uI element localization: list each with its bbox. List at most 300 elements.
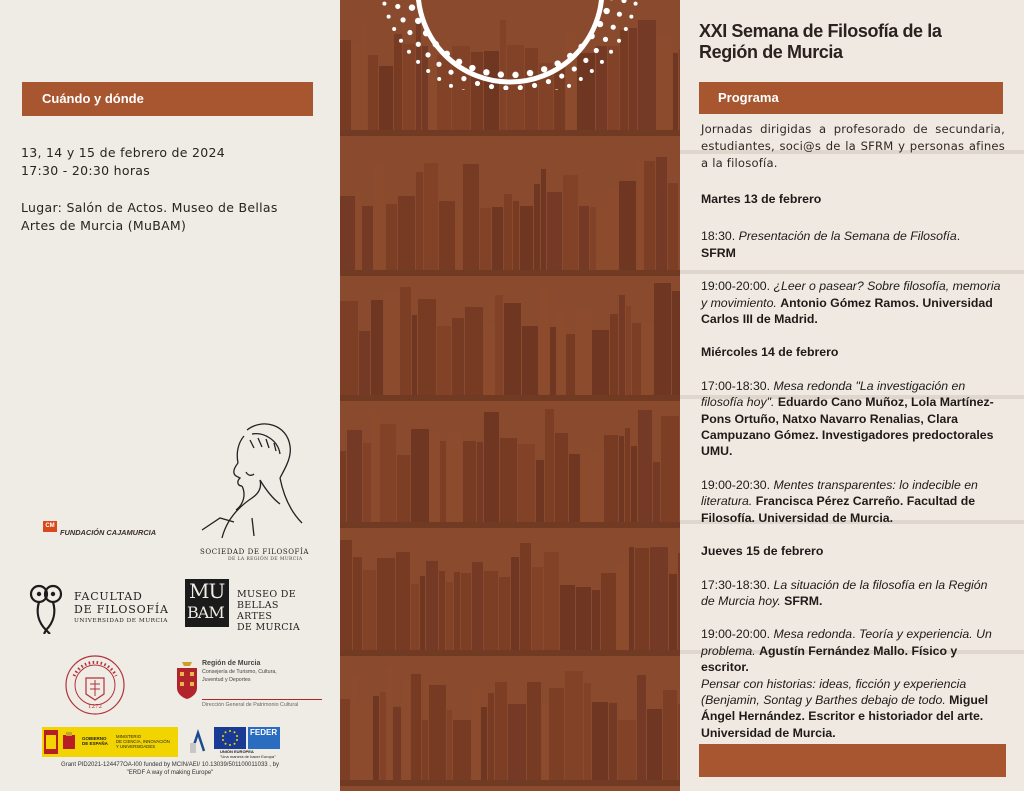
event-5-time: 17:30-18:30.: [701, 577, 771, 592]
feder-title: FEDER: [248, 727, 280, 749]
eu-flag-icon: [214, 727, 246, 749]
day-thursday: Jueves 15 de febrero: [701, 544, 824, 559]
mubam-line2: BELLAS ARTES: [237, 600, 279, 622]
book-spine: [626, 306, 631, 395]
page-title: [699, 21, 941, 63]
book-spine: [550, 327, 556, 395]
book-spine: [617, 566, 628, 650]
book-spine: [426, 561, 438, 650]
grant-text: [0, 761, 340, 777]
book-spine: [359, 331, 370, 395]
book-spine: [532, 567, 543, 650]
book-spine: [416, 172, 423, 270]
shelf-board: [340, 130, 680, 136]
book-spine: [579, 206, 589, 270]
book-spine: [492, 207, 503, 270]
region-murcia-line3: Juventud y Deportes: [202, 676, 251, 683]
book-spine: [340, 699, 350, 780]
book-spine: [619, 436, 624, 522]
title-line1: XXI Semana de Filosofía de la: [699, 21, 942, 41]
decorative-dot: [567, 84, 571, 88]
book-spine: [560, 585, 575, 650]
decorative-dot: [449, 84, 453, 88]
decorative-dot: [512, 72, 518, 78]
event-7-speaker: Miguel Ángel Hernández. Escritor e historiador del arte. Universidad de Murcia.: [701, 692, 989, 740]
book-spine: [452, 318, 464, 395]
event-1-sep: .: [956, 229, 961, 244]
ministerio-line2: DE CIENCIA, INNOVACIÓN: [116, 739, 170, 745]
decorative-dot: [617, 12, 622, 17]
event-1: [701, 228, 1001, 261]
book-spine: [549, 688, 564, 780]
coat-of-arms-icon: [60, 731, 78, 753]
book-spine: [411, 584, 419, 650]
region-murcia-divider: [202, 699, 322, 700]
decorative-dot: [469, 65, 475, 71]
region-murcia-logo: [176, 658, 326, 714]
book-spine: [625, 428, 630, 522]
book-spine: [499, 577, 510, 650]
event-6-time: 19:00-20:00.: [701, 627, 771, 642]
book-spine: [536, 460, 544, 522]
decorative-dot: [415, 18, 421, 24]
when-where-header: [22, 82, 313, 116]
event-5: [701, 577, 1001, 610]
book-spine: [656, 157, 667, 270]
book-spine: [669, 574, 677, 650]
book-spine: [590, 207, 596, 270]
event-1-time: 18:30.: [701, 229, 736, 244]
book-spine: [363, 443, 371, 522]
book-spine: [472, 689, 480, 780]
book-spine: [446, 582, 453, 650]
book-spine: [398, 196, 415, 270]
book-spine: [380, 424, 396, 522]
venue-text: Lugar: Salón de Actos. Museo de Bellas Artes de Murcia (MuBAM): [21, 200, 278, 233]
book-spine: [353, 557, 362, 650]
book-spine: [400, 287, 411, 395]
event-5-speaker: SFRM.: [784, 593, 823, 608]
book-spine: [544, 552, 559, 650]
book-spine: [661, 416, 679, 522]
book-spine: [522, 326, 538, 395]
event-2-title: ¿Leer o pasear? Sobre filosofía, memoria y movimiento.: [701, 279, 1001, 310]
event-2-speaker: Antonio Gómez Ramos. Universidad Carlos III de Madrid.: [701, 295, 993, 327]
book-spine: [495, 682, 507, 780]
decorative-dot: [416, 42, 421, 47]
footer-band: [699, 744, 1006, 777]
book-spine: [472, 562, 483, 650]
book-spine: [373, 696, 379, 780]
book-spine: [592, 702, 608, 780]
decorative-dot: [498, 71, 504, 77]
book-spine: [591, 451, 603, 522]
book-spine: [454, 572, 460, 650]
decorative-dot: [518, 85, 523, 90]
decorative-dot: [603, 37, 608, 42]
book-spine: [374, 163, 385, 270]
book-spine: [430, 432, 439, 522]
region-murcia-line1: Región de Murcia: [202, 660, 261, 667]
grant-line2: "ERDF A way of making Europe": [126, 770, 214, 776]
book-spine: [439, 571, 445, 650]
decorative-dot: [609, 50, 613, 54]
book-spine: [547, 192, 562, 270]
event-3-speaker: Eduardo Cano Muñoz, Lola Martínez-Pons Ortuño, Natxo Navarro Renalias, Clara Campuzano Gómez. Investigadores predoctorales UMU.: [701, 395, 994, 459]
decorative-dot: [407, 50, 411, 54]
book-spine: [356, 191, 361, 270]
cajamurcia-logo: [43, 521, 163, 537]
mubam-mark-top: MU: [189, 579, 225, 603]
book-spine: [618, 720, 636, 780]
event-2-time: 19:00-20:00.: [701, 279, 771, 294]
book-spine: [453, 720, 471, 780]
book-spine: [504, 303, 521, 395]
dates-text: 13, 14 y 15 de febrero de 2024: [21, 145, 226, 160]
book-spine: [380, 692, 386, 780]
event-4-speaker: Francisca Pérez Carreño. Facultad de Filosofía. Universidad de Murcia.: [701, 494, 976, 525]
book-spine: [481, 707, 487, 780]
book-spine: [387, 667, 392, 780]
event-5-title: La situación de la filosofía en la Región de Murcia hoy.: [701, 577, 988, 608]
decorative-dot: [590, 69, 594, 73]
ue-line2: "Una manera de hacer Europa": [220, 753, 276, 759]
decorative-dot: [624, 27, 628, 31]
event-7: [701, 676, 1001, 742]
decorative-dot: [426, 69, 430, 73]
book-spine: [576, 587, 591, 650]
decorative-dot: [546, 79, 551, 84]
book-spine: [619, 295, 625, 395]
event-3-title: Mesa redonda "La investigación en filosofía hoy".: [701, 378, 966, 410]
decorative-dot: [603, 8, 609, 14]
decorative-dot: [444, 51, 450, 57]
decorative-dot: [559, 73, 564, 78]
book-spine: [592, 330, 609, 395]
book-spine: [566, 334, 575, 395]
gobierno-espana-logo: [42, 727, 178, 757]
book-spine: [402, 681, 410, 780]
book-spine: [447, 433, 462, 522]
book-spine: [542, 703, 548, 780]
decorative-dot: [382, 2, 386, 6]
programa-header: [699, 82, 1003, 114]
book-spine: [563, 175, 578, 270]
book-spine: [565, 671, 583, 780]
decorative-dot: [583, 58, 588, 63]
book-spine: [644, 161, 655, 270]
decorative-dot: [572, 66, 577, 71]
programa-title: Programa: [718, 90, 779, 105]
philosopher-head-icon: [192, 418, 312, 548]
event-4-time: 19:00-20:30.: [701, 477, 771, 492]
book-spine: [632, 323, 641, 395]
programa-intro: Jornadas dirigidas a profesorado de secundaria, estudiantes, soci@s de la SFRM y personas afines a la filosofía.: [701, 122, 1005, 170]
region-murcia-line4: Dirección General de Patrimonio Cultural: [202, 702, 299, 708]
book-spine: [340, 540, 352, 650]
decorative-dot: [436, 62, 441, 67]
event-4-title: Mentes transparentes: lo indecible en literatura.: [701, 477, 978, 509]
book-spine: [362, 206, 373, 270]
when-where-title: Cuándo y dónde: [42, 91, 144, 106]
book-spine: [463, 441, 476, 522]
decorative-dot: [448, 70, 453, 75]
decorative-dot: [597, 21, 603, 27]
aei-icon: [188, 729, 208, 755]
decorative-dot: [527, 70, 533, 76]
book-spine: [668, 183, 678, 270]
decorative-dot: [423, 30, 429, 36]
book-spine: [484, 571, 498, 650]
mubam-line3: DE MURCIA: [237, 622, 301, 633]
book-spine: [372, 412, 379, 522]
facultad-line2: DE FILOSOFÍA: [74, 603, 169, 616]
book-spine: [456, 209, 462, 270]
decorative-dot: [621, 0, 626, 3]
book-spine: [653, 462, 660, 522]
book-spine: [412, 315, 417, 395]
book-spine: [569, 454, 580, 522]
book-spine: [504, 194, 512, 270]
book-spine: [557, 313, 565, 395]
decorative-dot: [629, 15, 633, 19]
book-spine: [584, 683, 591, 780]
book-spine: [601, 573, 616, 650]
book-spine: [386, 204, 397, 270]
decorative-dot: [617, 39, 621, 43]
decorative-dot: [400, 17, 405, 22]
decorative-dot: [600, 60, 604, 64]
book-spine: [518, 444, 535, 522]
book-spine: [513, 201, 519, 270]
ue-line1: UNIÓN EUROPEA: [220, 749, 254, 754]
book-spine: [420, 576, 425, 650]
decorative-dot: [387, 15, 391, 19]
book-spine: [638, 410, 652, 522]
book-spine: [371, 300, 383, 395]
book-spine: [429, 685, 446, 780]
book-spine: [607, 190, 618, 270]
book-spine: [650, 547, 668, 650]
event-7-title: Pensar con historias: ideas, ficción y experiencia (Benjamin, Sontag y Barthes debajo de todo.: [701, 676, 967, 707]
book-spine: [581, 449, 590, 522]
universidad-murcia-seal: [64, 654, 126, 716]
book-spine: [440, 441, 446, 522]
book-spine: [609, 703, 617, 780]
event-6-speaker: Agustín Fernández Mallo. Físico y escritor.: [701, 643, 958, 675]
book-spine: [511, 557, 519, 650]
ministerio-line1: MINISTERIO: [116, 734, 142, 739]
mubam-mark-bottom: BAM: [187, 603, 224, 622]
book-spine: [465, 307, 483, 395]
cajamurcia-text: FUNDACIÓN CAJAMURCIA: [60, 528, 157, 537]
facultad-line1: FACULTAD: [74, 590, 143, 603]
book-spine: [393, 707, 401, 780]
left-panel: [0, 0, 340, 791]
shelf-board: [340, 270, 680, 276]
book-spine: [629, 547, 634, 650]
event-2: [701, 278, 1001, 327]
book-spine: [340, 196, 355, 270]
decorative-dot: [407, 30, 412, 35]
university-seal-year: 1272: [88, 704, 102, 710]
book-spine: [463, 164, 479, 270]
book-spine: [418, 299, 436, 395]
region-murcia-line2: Consejería de Turismo, Cultura,: [202, 669, 277, 676]
book-spine: [351, 677, 358, 780]
gobierno-flag-yellow: [46, 735, 56, 749]
decorative-dot-ring: [340, 0, 680, 90]
decorative-dot: [416, 60, 420, 64]
book-spine: [576, 310, 591, 395]
hours-text: 17:30 - 20:30 horas: [21, 163, 151, 178]
mubam-line1: MUSEO DE: [237, 589, 296, 600]
book-spine: [480, 208, 491, 270]
event-6-title: Mesa redonda: [773, 627, 853, 642]
event-3-time: 17:00-18:30.: [701, 378, 771, 393]
book-spine: [534, 184, 540, 270]
shelf-board: [340, 650, 680, 656]
decorative-dot: [578, 44, 584, 50]
programa-schedule: [701, 191, 1001, 741]
facultad-line3: UNIVERSIDAD DE MURCIA: [74, 618, 168, 624]
book-spine: [495, 295, 503, 395]
book-spine: [461, 573, 471, 650]
book-spine: [484, 325, 494, 395]
sfrm-logo: [192, 418, 312, 566]
shelf-board: [340, 395, 680, 401]
gobierno-line1: GOBIERNO: [82, 736, 107, 741]
decorative-dot: [588, 33, 594, 39]
book-spine: [654, 283, 671, 395]
book-spine: [477, 442, 483, 522]
book-spine: [437, 326, 451, 395]
decorative-dot: [554, 60, 560, 66]
book-spine: [397, 455, 410, 522]
book-spine: [592, 590, 600, 650]
book-spine: [396, 552, 410, 650]
book-spine: [539, 286, 549, 395]
event-1-title: Presentación de la Semana de Filosofía: [738, 229, 957, 244]
event-dates: [21, 144, 225, 180]
decorative-dot: [475, 81, 480, 86]
event-6-title2: Teoría y experiencia. Un problema.: [701, 627, 992, 658]
decorative-dot: [395, 4, 400, 9]
book-spine: [340, 301, 358, 395]
book-spine: [347, 430, 362, 522]
decorative-dot: [555, 89, 559, 90]
book-spine: [488, 693, 494, 780]
owl-icon: [26, 582, 66, 634]
book-spine: [642, 323, 653, 395]
book-spine: [424, 163, 438, 270]
book-spine: [647, 709, 662, 780]
decorative-dot: [437, 77, 441, 81]
decorative-dot: [611, 25, 616, 30]
mubam-logo: [185, 579, 315, 633]
decorative-dot: [503, 85, 508, 90]
mubam-mark: [185, 579, 229, 627]
book-spine: [619, 181, 636, 270]
book-spine: [500, 438, 517, 522]
book-spine: [384, 292, 399, 395]
book-spine: [439, 201, 455, 270]
book-spine: [631, 446, 637, 522]
book-spine: [545, 409, 554, 522]
shelf-board: [340, 522, 680, 528]
book-spine: [363, 570, 376, 650]
gobierno-line2: DE ESPAÑA: [82, 741, 108, 747]
book-spine: [411, 429, 429, 522]
decorative-dot: [456, 59, 462, 65]
facultad-filosofia-logo: [26, 582, 176, 634]
title-line2: Región de Murcia: [699, 42, 843, 62]
decorative-dot: [634, 2, 638, 6]
book-spine: [604, 435, 618, 522]
decorative-dot: [489, 84, 494, 89]
decorative-dot: [579, 77, 583, 81]
feder-logo: [214, 727, 280, 761]
decorative-dot: [532, 83, 537, 88]
book-spine: [340, 451, 346, 522]
book-spine: [597, 209, 606, 270]
book-spine: [484, 412, 499, 522]
book-spine: [637, 161, 643, 270]
decorative-dot: [433, 41, 439, 47]
book-spine: [672, 291, 680, 395]
event-4: [701, 477, 1001, 526]
grant-line1: Grant PID2021-124477OA-I00 funded by MCIN/AEI/ 10.13039/501100011033 , by: [61, 762, 279, 768]
bookshelf-image-panel: [340, 0, 680, 791]
book-spine: [520, 206, 533, 270]
book-spine: [541, 169, 546, 270]
cm-mark: CM: [43, 521, 57, 532]
region-murcia-shield-icon: [176, 658, 198, 700]
event-6: 19:00-20:00. Mesa redonda. Teoría y experiencia. Un problema. Agustín Fernández Mallo. Físico y escritor.: [701, 627, 992, 675]
decorative-dot: [461, 89, 465, 90]
book-spine: [447, 710, 452, 780]
day-tuesday: Martes 13 de febrero: [701, 192, 822, 206]
book-spine: [637, 675, 646, 780]
book-spine: [520, 543, 531, 650]
book-spine: [555, 433, 568, 522]
aei-logo: [188, 729, 208, 755]
book-spine: [508, 704, 526, 780]
shelf-board: [340, 780, 680, 786]
ministerio-line3: Y UNIVERSIDADES: [116, 744, 156, 750]
book-spine: [635, 548, 649, 650]
decorative-dot: [425, 52, 430, 57]
decorative-dot: [392, 27, 396, 31]
decorative-dot: [483, 69, 489, 75]
decorative-dot: [567, 53, 573, 59]
book-spine: [610, 314, 618, 395]
decorative-dot: [399, 39, 403, 43]
sfrm-logo-line2: DE LA REGIÓN DE MURCIA: [228, 557, 303, 562]
decorative-dot: [461, 76, 466, 81]
book-spine: [411, 674, 421, 780]
event-3: [701, 378, 1001, 460]
decorative-dot: [541, 66, 547, 72]
book-spine: [377, 558, 395, 650]
decorative-dot: [594, 48, 599, 53]
sfrm-logo-line1: SOCIEDAD DE FILOSOFÍA: [200, 548, 310, 556]
decorative-dot: [409, 4, 415, 10]
day-wednesday: Miércoles 14 de febrero: [701, 345, 839, 360]
book-spine: [527, 682, 541, 780]
book-spine: [663, 690, 677, 780]
event-1-speaker: SFRM: [701, 245, 736, 260]
